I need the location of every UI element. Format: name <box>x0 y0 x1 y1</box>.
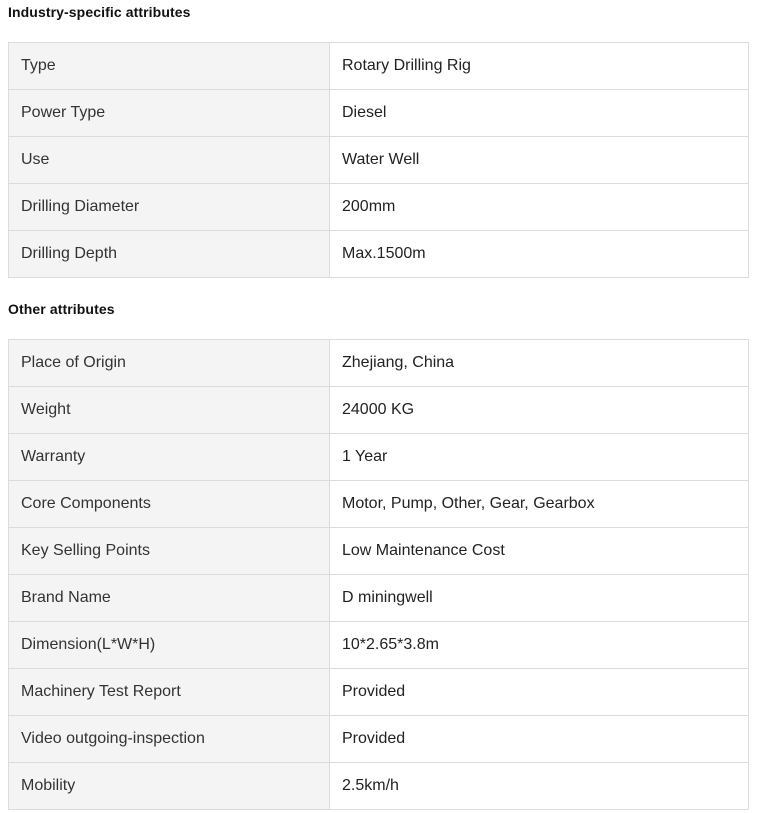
attribute-key: Weight <box>9 387 330 434</box>
attribute-key: Key Selling Points <box>9 528 330 575</box>
attribute-value: D miningwell <box>330 575 749 622</box>
attribute-value: Max.1500m <box>330 231 749 278</box>
table-row <box>9 669 749 716</box>
attribute-key: Machinery Test Report <box>9 669 330 716</box>
attribute-value: 10*2.65*3.8m <box>330 622 749 669</box>
attribute-key: Brand Name <box>9 575 330 622</box>
table-row <box>9 340 749 387</box>
industry-attributes-table <box>8 42 749 278</box>
attribute-key: Drilling Diameter <box>9 184 330 231</box>
attribute-key: Use <box>9 137 330 184</box>
attribute-value: Provided <box>330 716 749 763</box>
table-row <box>9 481 749 528</box>
attribute-value: Motor, Pump, Other, Gear, Gearbox <box>330 481 749 528</box>
attribute-value: 24000 KG <box>330 387 749 434</box>
attribute-value: Provided <box>330 669 749 716</box>
attribute-value: Low Maintenance Cost <box>330 528 749 575</box>
table-row <box>9 90 749 137</box>
table-row <box>9 716 749 763</box>
table-row <box>9 434 749 481</box>
attribute-value: 200mm <box>330 184 749 231</box>
attribute-key: Video outgoing-inspection <box>9 716 330 763</box>
table-row <box>9 575 749 622</box>
attribute-key: Drilling Depth <box>9 231 330 278</box>
attribute-value: 2.5km/h <box>330 763 749 810</box>
other-attributes-table <box>8 339 749 810</box>
attribute-key: Power Type <box>9 90 330 137</box>
section-title-other: Other attributes <box>8 301 115 317</box>
attribute-key: Warranty <box>9 434 330 481</box>
table-row <box>9 387 749 434</box>
table-row <box>9 137 749 184</box>
attribute-value: Diesel <box>330 90 749 137</box>
attribute-key: Mobility <box>9 763 330 810</box>
attribute-value: Zhejiang, China <box>330 340 749 387</box>
table-row <box>9 763 749 810</box>
attribute-value: Rotary Drilling Rig <box>330 43 749 90</box>
attribute-key: Dimension(L*W*H) <box>9 622 330 669</box>
attribute-key: Type <box>9 43 330 90</box>
attribute-value: Water Well <box>330 137 749 184</box>
table-row <box>9 184 749 231</box>
attribute-value: 1 Year <box>330 434 749 481</box>
table-row <box>9 622 749 669</box>
table-row <box>9 43 749 90</box>
table-row <box>9 528 749 575</box>
section-title-industry: Industry-specific attributes <box>8 4 191 20</box>
attribute-key: Core Components <box>9 481 330 528</box>
table-row <box>9 231 749 278</box>
attribute-key: Place of Origin <box>9 340 330 387</box>
